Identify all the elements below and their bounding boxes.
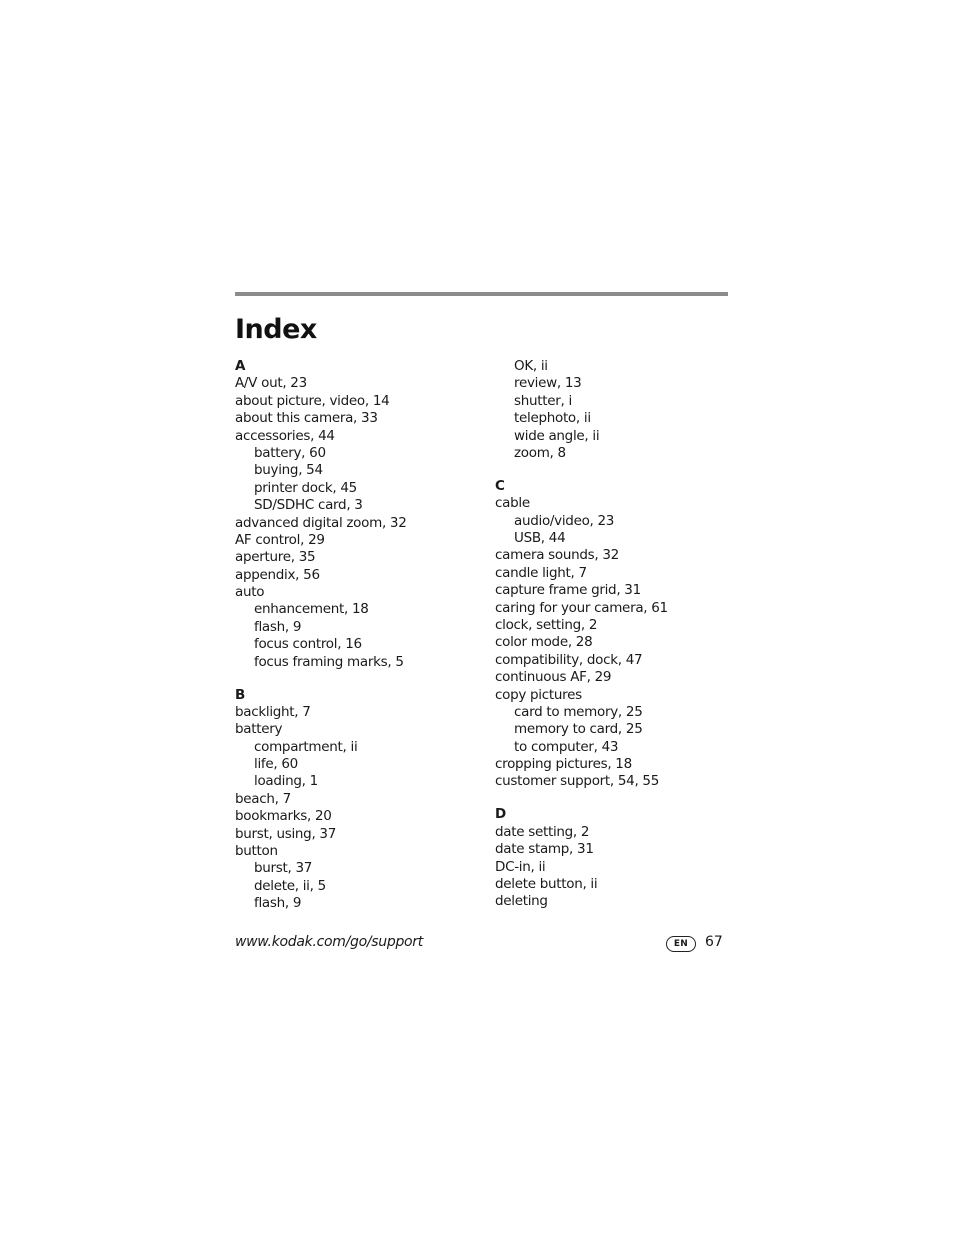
index-entry: DC-in, ii <box>495 858 546 875</box>
index-subentry: printer dock, 45 <box>254 479 357 496</box>
index-spacer <box>235 671 485 687</box>
index-subentry: shutter, i <box>514 392 572 409</box>
index-subentry: memory to card, 25 <box>514 721 643 738</box>
index-column-right <box>495 358 745 911</box>
index-subentry: focus framing marks, 5 <box>254 653 404 670</box>
index-entry: camera sounds, 32 <box>495 547 619 564</box>
index-entry: appendix, 56 <box>235 566 320 583</box>
index-subentry: enhancement, 18 <box>254 601 369 618</box>
index-entry: backlight, 7 <box>235 703 311 720</box>
language-badge: EN <box>666 936 696 952</box>
index-entry: clock, setting, 2 <box>495 616 598 633</box>
index-entry: AF control, 29 <box>235 531 325 548</box>
page-number: 67 <box>705 934 723 950</box>
index-subentry: flash, 9 <box>254 895 302 912</box>
index-subentry: telephoto, ii <box>514 410 591 427</box>
index-entry: color mode, 28 <box>495 634 593 651</box>
index-entry: copy pictures <box>495 686 582 703</box>
index-subentry: audio/video, 23 <box>514 512 615 529</box>
index-entry: cable <box>495 495 530 512</box>
index-entry: about picture, video, 14 <box>235 392 390 409</box>
index-subentry: delete, ii, 5 <box>254 877 326 894</box>
index-subentry: battery, 60 <box>254 444 326 461</box>
index-spacer <box>495 462 745 478</box>
index-letter-heading: B <box>235 686 245 703</box>
page-title: Index <box>235 314 317 345</box>
index-entry: advanced digital zoom, 32 <box>235 514 407 531</box>
index-entry: date setting, 2 <box>495 823 590 840</box>
index-subentry: compartment, ii <box>254 738 358 755</box>
index-entry: button <box>235 843 278 860</box>
index-subentry: wide angle, ii <box>514 427 600 444</box>
header-rule <box>235 292 728 296</box>
index-entry: capture frame grid, 31 <box>495 582 641 599</box>
footer-url: www.kodak.com/go/support <box>235 934 423 950</box>
index-entry: continuous AF, 29 <box>495 669 612 686</box>
index-letter-heading: C <box>495 477 505 494</box>
index-entry: date stamp, 31 <box>495 841 594 858</box>
index-entry: bookmarks, 20 <box>235 808 332 825</box>
index-entry: deleting <box>495 893 548 910</box>
index-subentry: loading, 1 <box>254 773 318 790</box>
index-entry: burst, using, 37 <box>235 825 337 842</box>
index-entry: customer support, 54, 55 <box>495 773 660 790</box>
index-subentry: focus control, 16 <box>254 636 362 653</box>
index-subentry: life, 60 <box>254 756 298 773</box>
index-entry: auto <box>235 584 265 601</box>
index-subentry: card to memory, 25 <box>514 703 643 720</box>
index-entry: battery <box>235 721 283 738</box>
index-column-left <box>235 358 485 913</box>
index-letter-heading: A <box>235 358 246 374</box>
index-entry: about this camera, 33 <box>235 410 378 427</box>
index-subentry: OK, ii <box>514 358 548 374</box>
index-subentry: review, 13 <box>514 375 582 392</box>
index-subentry: buying, 54 <box>254 462 323 479</box>
index-entry: aperture, 35 <box>235 549 316 566</box>
index-subentry: flash, 9 <box>254 618 302 635</box>
index-entry: candle light, 7 <box>495 564 587 581</box>
index-subentry: burst, 37 <box>254 860 313 877</box>
index-subentry: zoom, 8 <box>514 444 566 461</box>
index-entry: compatibility, dock, 47 <box>495 651 643 668</box>
index-entry: beach, 7 <box>235 790 291 807</box>
index-subentry: to computer, 43 <box>514 738 619 755</box>
index-entry: caring for your camera, 61 <box>495 599 668 616</box>
index-entry: accessories, 44 <box>235 427 335 444</box>
index-entry: cropping pictures, 18 <box>495 756 632 773</box>
index-subentry: SD/SDHC card, 3 <box>254 497 363 514</box>
index-entry: delete button, ii <box>495 875 598 892</box>
index-letter-heading: D <box>495 806 506 823</box>
index-entry: A/V out, 23 <box>235 375 307 392</box>
index-spacer <box>495 791 745 807</box>
index-subentry: USB, 44 <box>514 530 566 547</box>
